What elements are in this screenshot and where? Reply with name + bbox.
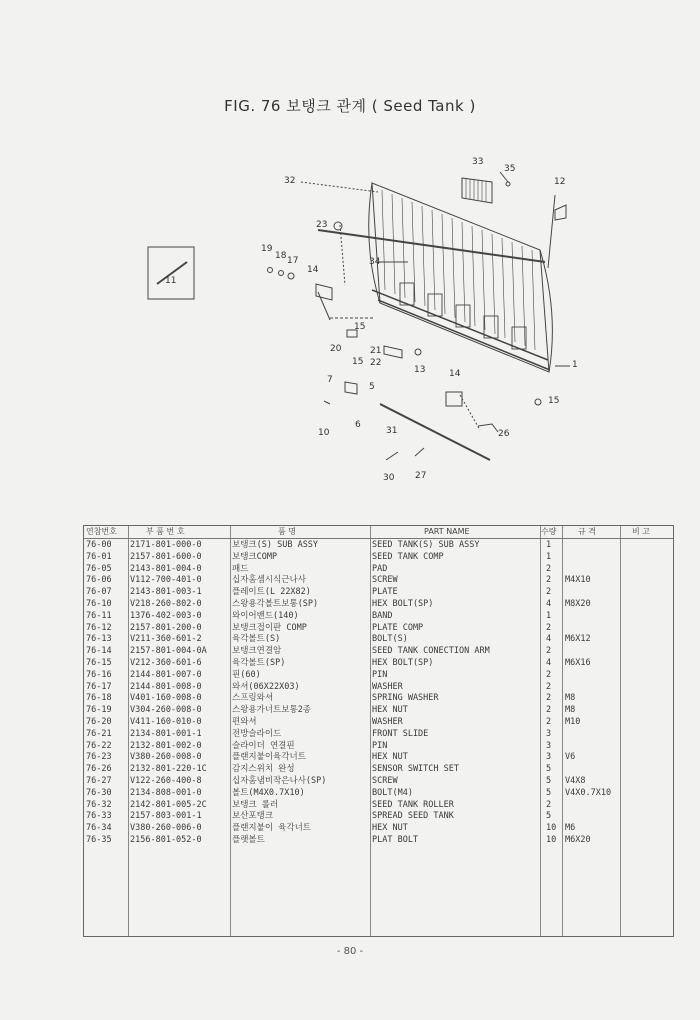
cell-ref: 76-30 [86,787,112,798]
callout-15c: 15 [548,396,560,406]
callout-7: 7 [327,375,333,385]
cell-ref: 76-11 [86,610,112,621]
callout-6: 6 [355,420,361,430]
cell-spec: M6X20 [565,835,591,845]
cell-part-name: PLATE COMP [372,622,424,633]
cell-name-kr: 핀(60) [232,669,261,680]
cell-ref: 76-23 [86,752,112,763]
cell-part-name: SEED TANK CONECTION ARM [372,646,490,657]
cell-name-kr: 십자홈냄비작은나사(SP) [232,776,327,786]
cell-part-name: BAND [372,610,393,621]
cell-qty: 2 [546,693,552,704]
cell-qty: 5 [546,811,552,822]
cell-part-name: FRONT SLIDE [372,728,429,739]
cell-part-no: 2157-801-200-0 [130,622,202,633]
cell-qty: 1 [546,551,552,562]
cell-part-name: SEED TANK ROLLER [372,799,454,810]
cell-spec: M10 [565,717,581,727]
table-row [84,775,673,787]
table-row [84,586,673,598]
cell-name-kr: 보산포탱크 [232,811,274,822]
cell-ref: 76-27 [86,776,112,786]
table-row [84,563,673,575]
cell-ref: 76-13 [86,634,112,645]
callout-34: 34 [369,257,381,267]
cell-part-name: HEX NUT [372,752,408,763]
table-row [84,787,673,799]
cell-ref: 76-00 [86,540,112,550]
cell-part-name: SPREAD SEED TANK [372,811,454,822]
callout-30: 30 [383,473,395,483]
header-qty: 수량 [541,527,557,536]
callout-32: 32 [284,176,296,186]
cell-part-name: SCREW [372,776,398,786]
callout-26: 26 [498,429,510,439]
cell-qty: 2 [546,622,552,633]
table-row [84,728,673,740]
cell-spec: V4X0.7X10 [565,787,612,798]
cell-name-kr: 스프링와셔 [232,693,274,704]
callout-20: 20 [330,344,342,354]
callout-22: 22 [370,358,382,368]
cell-ref: 76-10 [86,599,112,609]
cell-name-kr: 육각볼트(SP) [232,658,286,668]
table-row [84,740,673,752]
callout-31: 31 [386,426,398,436]
cell-ref: 76-18 [86,693,112,704]
table-row [84,622,673,634]
cell-ref: 76-17 [86,681,112,692]
cell-qty: 3 [546,740,552,751]
table-row [84,834,673,846]
cell-qty: 5 [546,764,552,775]
cell-part-name: BOLT(S) [372,634,408,645]
cell-ref: 76-19 [86,705,112,716]
table-row [84,810,673,822]
table-row [84,657,673,669]
cell-part-no: V304-260-008-0 [130,705,202,716]
cell-qty: 4 [546,634,552,645]
cell-ref: 76-01 [86,551,112,562]
cell-spec: M8 [565,693,576,704]
cell-ref: 76-22 [86,740,112,751]
cell-part-no: 2157-803-001-1 [130,811,202,822]
cell-name-kr: 스왕용각볼트보통(SP) [232,599,319,609]
callout-11: 11 [165,276,177,286]
callout-1: 1 [572,360,578,370]
cell-name-kr: 보탱크접이판 COMP [232,622,307,633]
cell-part-no: V211-360-601-2 [130,634,202,645]
cell-spec: V6 [565,752,576,763]
cell-qty: 2 [546,563,552,574]
cell-part-name: HEX BOLT(SP) [372,599,434,609]
cell-part-no: V401-160-008-0 [130,693,202,704]
header-part-name: PART NAME [424,527,470,536]
table-row [84,763,673,775]
table-row [84,574,673,586]
table-row [84,692,673,704]
cell-part-name: SENSOR SWITCH SET [372,764,459,775]
cell-ref: 76-07 [86,587,112,598]
cell-part-name: PIN [372,669,388,680]
cell-part-no: 2132-801-002-0 [130,740,202,751]
callout-35: 35 [504,164,516,174]
cell-qty: 1 [546,610,552,621]
callout-16: 15 [352,357,364,367]
cell-part-name: SEED TANK(S) SUB ASSY [372,540,480,550]
cell-qty: 2 [546,705,552,716]
callout-12: 12 [554,177,566,187]
cell-name-kr: 육각볼트(S) [232,634,281,645]
cell-part-no: 2171-801-000-0 [130,540,202,550]
cell-ref: 76-32 [86,799,112,810]
cell-spec: M6X12 [565,634,591,645]
cell-part-name: WASHER [372,681,403,692]
cell-part-name: BOLT(M4) [372,787,413,798]
cell-name-kr: 십자홈셈시식근나사 [232,575,306,586]
cell-qty: 3 [546,752,552,763]
callout-21: 21 [370,346,382,356]
cell-name-kr: 보탱크연결암 [232,646,282,657]
cell-ref: 76-05 [86,563,112,574]
cell-qty: 3 [546,728,552,739]
cell-name-kr: 전방슬라이드 [232,728,282,739]
table-header [84,526,673,539]
table-row [84,610,673,622]
cell-ref: 76-35 [86,835,112,845]
table-row [84,645,673,657]
cell-name-kr: 편와셔 [232,717,257,727]
cell-ref: 76-16 [86,669,112,680]
cell-ref: 76-34 [86,823,112,834]
cell-part-no: 2132-801-220-1C [130,764,207,775]
header-remark: 비 고 [632,527,650,536]
cell-name-kr: 스왕용가너트보통2종 [232,705,312,716]
cell-part-no: 2134-801-001-1 [130,728,202,739]
table-row [84,669,673,681]
table-row [84,539,673,551]
cell-ref: 76-21 [86,728,112,739]
callout-33: 33 [472,157,484,167]
cell-spec: V4X8 [565,776,586,786]
cell-name-kr: 감지스위치 완성 [232,764,295,775]
cell-part-no: V218-260-802-0 [130,599,202,609]
cell-name-kr: 플랫볼트 [232,835,265,845]
table-row [84,716,673,728]
cell-spec: M6 [565,823,576,834]
cell-qty: 2 [546,717,552,727]
cell-part-no: 1376-402-003-0 [130,610,202,621]
cell-part-no: V122-260-400-8 [130,776,202,786]
cell-part-name: PLAT BOLT [372,835,419,845]
cell-part-no: 2157-801-004-0A [130,646,207,657]
cell-qty: 5 [546,776,552,786]
table-row [84,598,673,610]
callout-13: 13 [414,365,426,375]
header-spec: 규 격 [578,527,596,536]
table-row [84,751,673,763]
cell-part-name: PIN [372,740,388,751]
callout-15: 15 [354,322,366,332]
cell-part-name: HEX NUT [372,823,408,834]
cell-ref: 76-26 [86,764,112,775]
cell-name-kr: 와셔(06X22X03) [232,681,300,692]
table-row [84,799,673,811]
cell-ref: 76-14 [86,646,112,657]
table-row [84,551,673,563]
cell-qty: 2 [546,799,552,810]
cell-qty: 2 [546,681,552,692]
cell-part-no: 2156-801-052-0 [130,835,202,845]
cell-part-no: 2142-801-005-2C [130,799,207,810]
cell-part-name: HEX NUT [372,705,408,716]
cell-name-kr: 보탱크COMP [232,551,278,562]
callout-10: 10 [318,428,330,438]
cell-part-no: 2144-801-008-0 [130,681,202,692]
callout-14b: 14 [449,369,461,379]
cell-part-no: 2143-801-004-0 [130,563,202,574]
cell-part-name: SCREW [372,575,398,586]
cell-part-name: HEX BOLT(SP) [372,658,434,668]
cell-qty: 4 [546,658,552,668]
cell-name-kr: 와이어밴드(140) [232,610,299,621]
cell-part-name: PLATE [372,587,398,598]
cell-ref: 76-20 [86,717,112,727]
cell-part-no: V112-700-401-0 [130,575,202,586]
cell-qty: 2 [546,575,552,586]
cell-part-no: V380-260-006-0 [130,823,202,834]
cell-part-no: V380-260-008-0 [130,752,202,763]
cell-spec: M8 [565,705,576,716]
parts-table [83,525,674,937]
seed-tank-diagram [0,0,700,500]
callout-19: 19 [261,244,273,254]
header-ref: 연참번호 [86,527,117,536]
cell-name-kr: 볼트(M4X0.7X10) [232,787,305,798]
cell-name-kr: 보탱크(S) SUB ASSY [232,540,319,550]
cell-qty: 4 [546,599,552,609]
cell-part-name: SPRING WASHER [372,693,439,704]
table-row [84,681,673,693]
cell-ref: 76-33 [86,811,112,822]
cell-part-no: 2134-808-001-0 [130,787,202,798]
cell-spec: M4X10 [565,575,591,586]
callout-14: 14 [307,265,319,275]
cell-name-kr: 보탱크 롤러 [232,799,279,810]
callout-27: 27 [415,471,427,481]
callout-17: 17 [287,256,299,266]
cell-name-kr: 플레이트(L 22X82) [232,587,311,598]
cell-qty: 2 [546,646,552,657]
page-number: - 80 - [336,946,364,957]
cell-part-name: PAD [372,563,388,574]
header-part-no: 부 품 번 호 [146,527,185,536]
cell-qty: 1 [546,540,552,550]
cell-part-no: V411-160-010-0 [130,717,202,727]
table-row [84,822,673,834]
cell-name-kr: 플랜지붙이 육각너트 [232,823,312,834]
cell-part-no: 2144-801-007-0 [130,669,202,680]
cell-ref: 76-15 [86,658,112,668]
cell-part-no: 2157-801-600-0 [130,551,202,562]
cell-part-no: V212-360-601-6 [130,658,202,668]
cell-qty: 10 [546,823,557,834]
cell-part-no: 2143-801-003-1 [130,587,202,598]
page-title: FIG. 76 보탱크 관계 ( Seed Tank ) [224,97,476,115]
header-name-kr: 품 명 [278,527,296,536]
cell-qty: 10 [546,835,557,845]
cell-qty: 2 [546,587,552,598]
cell-name-kr: 패드 [232,563,249,574]
cell-qty: 5 [546,787,552,798]
cell-spec: M6X16 [565,658,591,668]
table-row [84,704,673,716]
cell-part-name: WASHER [372,717,403,727]
cell-part-name: SEED TANK COMP [372,551,444,562]
callout-5: 5 [369,382,375,392]
callout-18: 18 [275,251,287,261]
cell-ref: 76-06 [86,575,112,586]
table-row [84,633,673,645]
callout-23: 23 [316,220,328,230]
cell-ref: 76-12 [86,622,112,633]
cell-name-kr: 플랜지붙이육각너트 [232,752,306,763]
cell-qty: 2 [546,669,552,680]
cell-name-kr: 슬라이더 연결핀 [232,740,295,751]
cell-spec: M8X20 [565,599,591,609]
